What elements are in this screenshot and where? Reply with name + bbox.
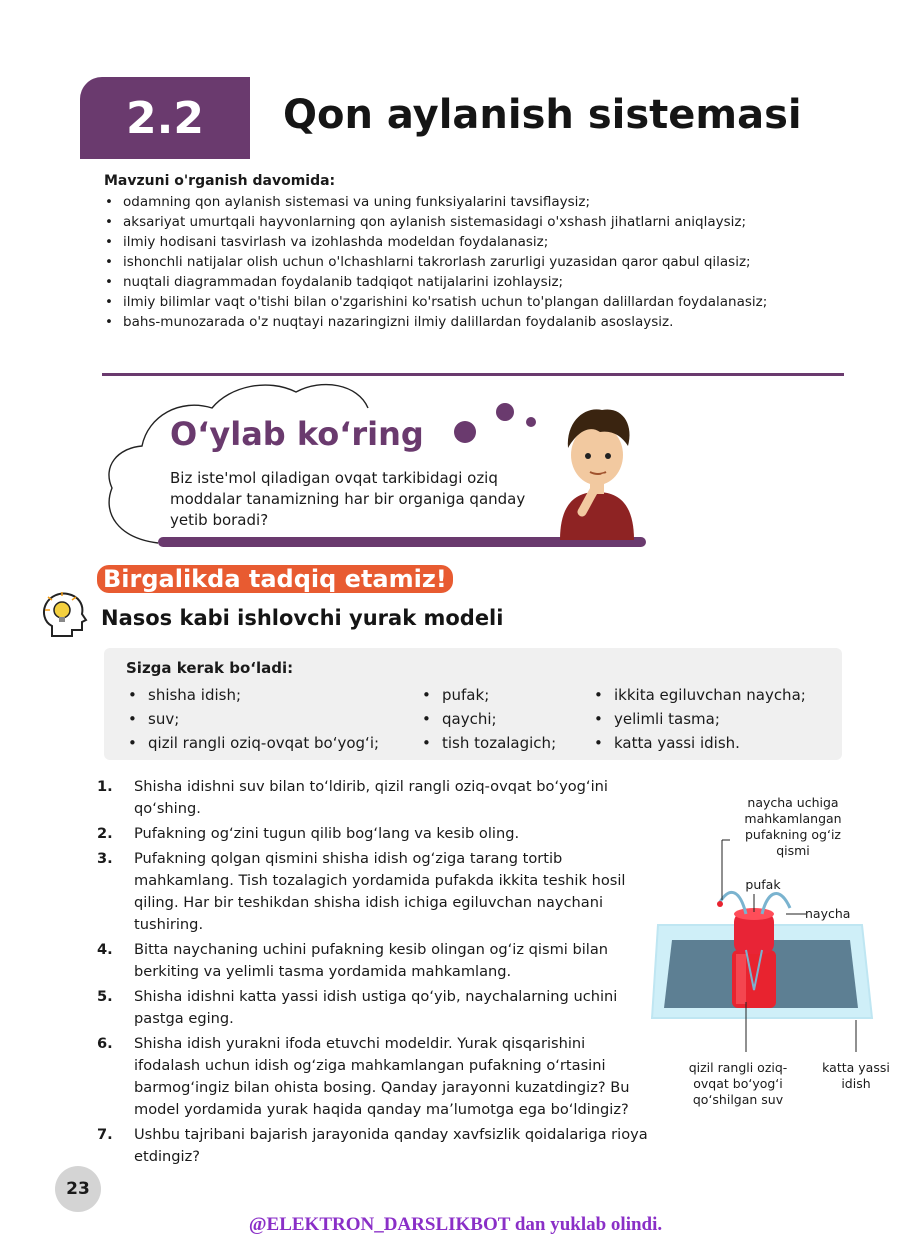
procedure-steps [97,776,653,1171]
step-number: 2. [97,825,113,842]
footer-credit: @ELEKTRON_DARSLIKBOT dan yuklab olindi. [248,1214,663,1235]
chapter-title: Qon aylanish sistemasi [283,92,802,138]
material-item: • qaychi; [420,707,556,731]
objective-item: • ilmiy bilimlar vaqt o'tishi bilan o'zgarishini ko'rsatish uchun to'plangan dalillardan foydalanasiz; [104,292,834,312]
step-text: Bitta naychaning uchini pufakning kesib olingan og‘iz qismi bilan berkiting va yelimli tasma yordamida mahkamlang. [134,941,609,980]
label-flat-dish: katta yassi idish [822,1060,890,1091]
step-text: Shisha idishni katta yassi idish ustiga qo‘yib, naychalarning uchini pastga eging. [134,988,618,1027]
chapter-number: 2.2 [126,92,204,144]
thinking-boy-illustration [552,400,642,540]
objective-item: • ishonchli natijalar olish uchun o'lchashlarni takrorlash zarurligi yuzasidan qaror qabul qilasiz; [104,252,834,272]
thought-dots-icon [445,398,545,448]
step-number: 1. [97,778,113,795]
material-item: • yelimli tasma; [592,707,806,731]
material-item: • ikkita egiluvchan naycha; [592,683,806,707]
material-item: • shisha idish; [126,683,379,707]
objectives-heading: Mavzuni o'rganish davomida: [104,173,336,189]
step-text: Shisha idishni suv bilan to‘ldirib, qizil rangli oziq-ovqat bo‘yog‘ini qo‘shing. [134,778,608,817]
think-question: Biz iste'mol qiladigan ovqat tarkibidagi oziq moddalar tanamizning har bir organiga qanday yetib boradi? [170,469,526,529]
objective-item: • bahs-munozarada o'z nuqtayi nazaringizni ilmiy dalillardan foydalanib asoslaysiz. [104,312,834,332]
step-text: Pufakning og‘zini tugun qilib bog‘lang va kesib oling. [134,825,520,842]
step-number: 3. [97,850,113,867]
step-item [97,986,653,1030]
step-item [97,848,653,936]
step-item [97,776,653,820]
material-item: • pufak; [420,683,556,707]
objective-item: • odamning qon aylanish sistemasi va uning funksiyalarini tavsiflaysiz; [104,192,834,212]
materials-column-3 [592,683,806,755]
step-number: 7. [97,1126,113,1143]
material-item: • suv; [126,707,379,731]
step-item [97,939,653,983]
chapter-tab [80,77,250,159]
label-colored-water: qizil rangli oziq-ovqat bo‘yog‘i qo‘shilgan suv [688,1060,788,1107]
objective-item: • ilmiy hodisani tasvirlash va izohlashda modeldan foydalanasiz; [104,232,834,252]
research-banner [97,565,453,593]
step-text: Shisha idish yurakni ifoda etuvchi modeldir. Yurak qisqarishini ifodalash uchun idish og‘ziga mahkamlangan pufakning o‘rtasini barmog‘ingiz bilan ohista bosing. Qanday jarayonni kuzatdingiz? Bu model yordamida yurak haqida qanday ma’lumotga ega bo‘ldingiz? [134,1035,630,1118]
step-item [97,823,653,845]
lightbulb-head-icon [38,588,90,640]
step-item [97,1124,653,1168]
objectives-list [104,192,834,332]
page-number: 23 [55,1166,101,1212]
step-number: 4. [97,941,113,958]
materials-column-2 [420,683,556,755]
research-subtitle: Nasos kabi ishlovchi yurak modeli [101,606,504,630]
objective-item: • aksariyat umurtqali hayvonlarning qon aylanish sistemasidagi o'xshash jihatlarni aniqlaysiz; [104,212,834,232]
step-item [97,1033,653,1121]
objective-item: • nuqtali diagrammadan foydalanib tadqiqot natijalarini izohlaysiz; [104,272,834,292]
material-item: • tish tozalagich; [420,731,556,755]
research-banner-text: Birgalikda tadqiq etamiz! [97,565,453,593]
step-text: Pufakning qolgan qismini shisha idish og‘ziga tarang tortib mahkamlang. Tish tozalagich yordamida pufakda ikkita teshik hosil qiling. Har bir teshikdan shisha idish ichiga egiluvchan naychani tushiring. [134,850,626,933]
step-text: Ushbu tajribani bajarish jarayonida qanday xavfsizlik qoidalariga rioya etdingiz? [134,1126,648,1165]
label-balloon-neck: naycha uchiga mahkamlangan pufakning og‘iz qismi [744,795,842,858]
step-number: 5. [97,988,113,1005]
label-tube: naycha [805,906,851,921]
section-divider [102,373,844,376]
materials-column-1 [126,683,379,755]
step-number: 6. [97,1035,113,1052]
material-item: • katta yassi idish. [592,731,806,755]
materials-heading: Sizga kerak bo‘ladi: [126,659,294,677]
material-item: • qizil rangli oziq-ovqat bo‘yog‘i; [126,731,379,755]
think-title: O‘ylab ko‘ring [170,415,424,453]
label-balloon: pufak [745,877,781,892]
